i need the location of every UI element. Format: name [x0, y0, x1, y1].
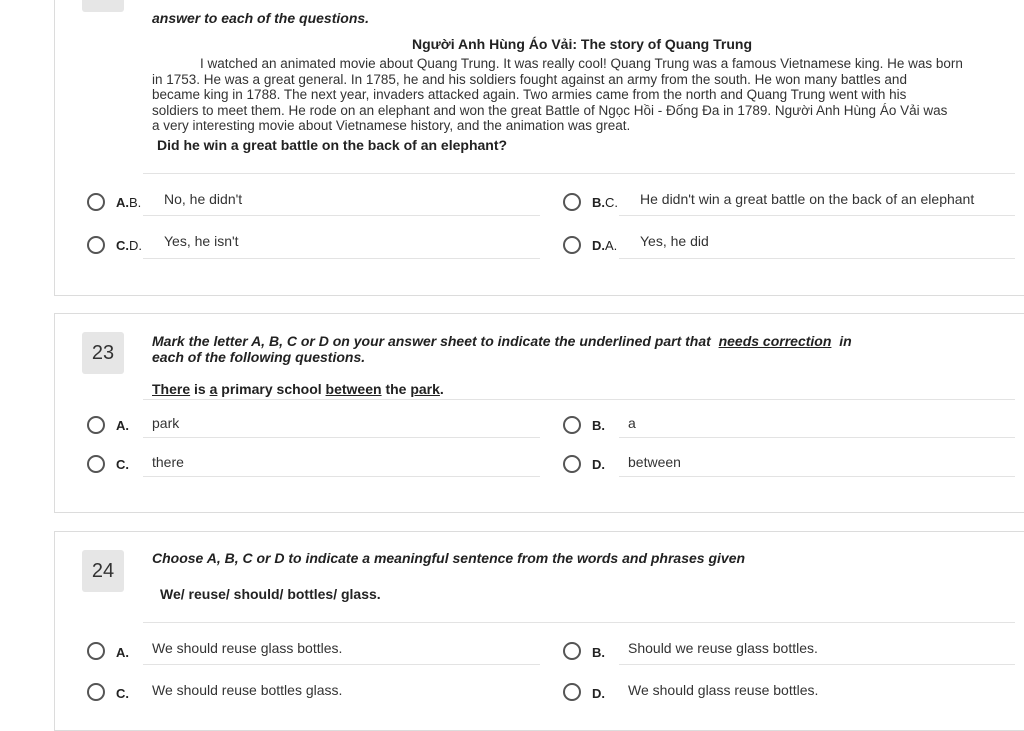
radio-a-24[interactable] [87, 642, 105, 660]
sentence-part: the [381, 381, 411, 397]
radio-b-23[interactable] [563, 416, 581, 434]
sentence-part-d: park [410, 381, 440, 397]
divider [143, 622, 1015, 623]
radio-b-24[interactable] [563, 642, 581, 660]
option-text: park [152, 415, 180, 431]
question-sentence-23 [152, 381, 444, 397]
question-number-22 [82, 0, 124, 12]
passage-title: Người Anh Hùng Áo Vải: The story of Quang Trung [412, 36, 752, 52]
option-text: Should we reuse glass bottles. [628, 640, 818, 656]
divider [143, 173, 1015, 174]
option-letter: B. [592, 418, 605, 433]
question-prompt-24: We/ reuse/ should/ bottles/ glass. [160, 586, 381, 602]
option-text: Yes, he isn't [164, 233, 239, 249]
option-text: We should reuse bottles glass. [152, 682, 343, 698]
option-text: there [152, 454, 184, 470]
option-letter: D. [592, 457, 605, 472]
divider [143, 399, 1015, 400]
radio-c-24[interactable] [87, 683, 105, 701]
divider [143, 437, 540, 438]
option-letter-main: D. [592, 238, 605, 253]
option-text: between [628, 454, 681, 470]
instruction-text: Mark the letter A, B, C or D on your answer sheet to indicate the underlined part that [152, 333, 711, 349]
passage-line: became king in 1788. The next year, invaders attacked again. Two armies came from the north and Quang Trung went with his [152, 87, 907, 102]
option-letter-sub: D. [129, 238, 142, 253]
option-letter-main: C. [116, 238, 129, 253]
passage-text [152, 56, 1012, 134]
radio-d-23[interactable] [563, 455, 581, 473]
sentence-part: . [439, 381, 444, 397]
question-number-24: 24 [82, 550, 124, 592]
option-letter-sub: A. [605, 238, 618, 253]
radio-c-23[interactable] [87, 455, 105, 473]
passage-line: in 1753. He was a great general. In 1785, he and his soldiers fought against an army from the south. He won many battles and [152, 71, 907, 87]
divider [143, 664, 540, 665]
option-letter [592, 238, 617, 253]
sentence-part: is [190, 381, 210, 397]
option-letter: C. [116, 686, 129, 701]
radio-c-22[interactable] [87, 236, 105, 254]
divider [619, 476, 1015, 477]
divider [143, 258, 540, 259]
divider [619, 258, 1015, 259]
option-letter: B. [592, 645, 605, 660]
instruction-text: in [839, 333, 852, 349]
radio-d-24[interactable] [563, 683, 581, 701]
option-letter [116, 195, 141, 210]
question-instruction-22: answer to each of the questions. [152, 10, 370, 26]
option-text: He didn't win a great battle on the back of an elephant [640, 191, 975, 207]
question-instruction-23 [152, 333, 1014, 365]
divider [619, 437, 1015, 438]
divider [619, 664, 1015, 665]
sentence-part-c: between [325, 381, 382, 397]
question-number-23: 23 [82, 332, 124, 374]
radio-d-22[interactable] [563, 236, 581, 254]
sentence-part: primary school [217, 381, 326, 397]
needs-correction-link: needs correction [718, 333, 832, 349]
divider [143, 215, 540, 216]
divider [143, 476, 540, 477]
passage-line: I watched an animated movie about Quang Trung. It was really cool! Quang Trung was a famous Vietnamese king. He was born [200, 56, 963, 71]
option-text: a [628, 415, 636, 431]
option-letter-main: A. [116, 195, 129, 210]
option-letter-main: B. [592, 195, 605, 210]
option-letter: A. [116, 418, 129, 433]
instruction-text: each of the following questions. [152, 349, 366, 365]
passage-line: soldiers to meet them. He rode on an elephant and won the great Battle of Ngọc Hồi - Đống Đa in 1789. Người Anh Hùng Áo Vải was [152, 102, 948, 118]
option-text: We should glass reuse bottles. [628, 682, 819, 698]
sentence-part-a: There [152, 381, 191, 397]
option-letter-sub: B. [129, 195, 142, 210]
sentence-part-b: a [209, 381, 218, 397]
option-text: Yes, he did [640, 233, 709, 249]
question-text-22: Did he win a great battle on the back of an elephant? [157, 137, 508, 153]
option-text: No, he didn't [164, 191, 243, 207]
radio-a-23[interactable] [87, 416, 105, 434]
radio-a-22[interactable] [87, 193, 105, 211]
option-letter [116, 238, 142, 253]
option-letter: D. [592, 686, 605, 701]
option-letter: C. [116, 457, 129, 472]
option-letter [592, 195, 618, 210]
option-letter: A. [116, 645, 129, 660]
option-letter-sub: C. [605, 195, 618, 210]
divider [619, 215, 1015, 216]
option-text: We should reuse glass bottles. [152, 640, 343, 656]
question-instruction-24: Choose A, B, C or D to indicate a meaningful sentence from the words and phrases given [152, 550, 746, 566]
radio-b-22[interactable] [563, 193, 581, 211]
passage-line: a very interesting movie about Vietnamese history, and the animation was great. [152, 118, 631, 133]
